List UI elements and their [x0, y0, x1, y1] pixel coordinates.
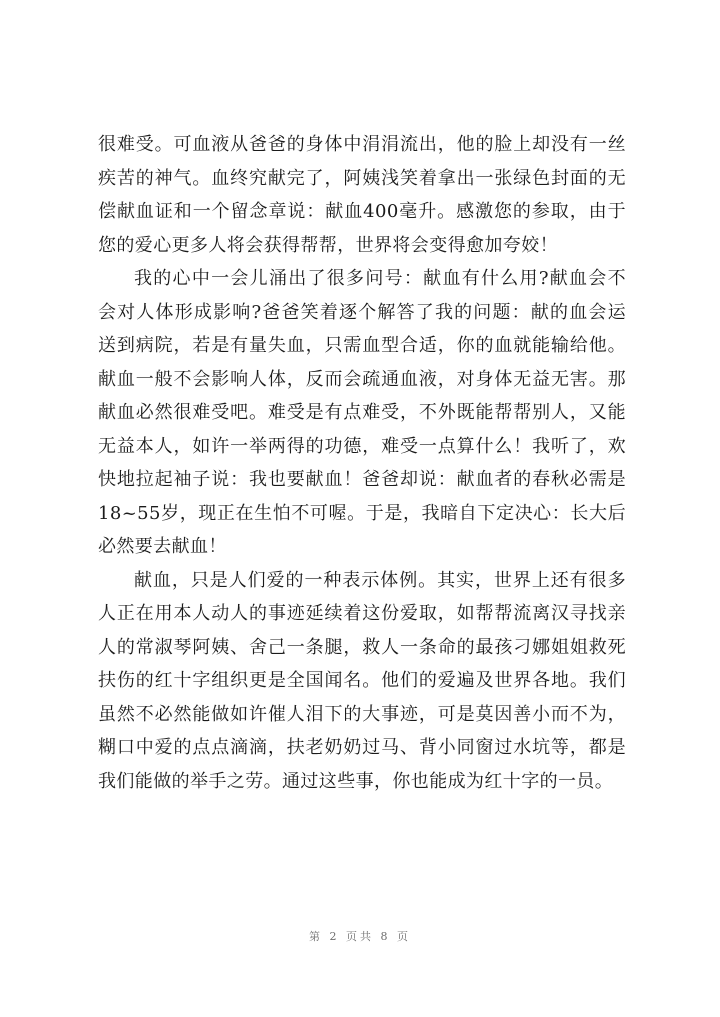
text-line: 必然要去献血！	[98, 536, 227, 557]
text-line: 虽然不必然能做如许催人泪下的大事迹，可是莫因善小而不为，	[98, 703, 626, 725]
text-line: 无益本人，如许一举两得的功德，难受一点算什么！我听了，欢	[98, 435, 626, 457]
text-line: 疾苦的神气。血终究献完了，阿姨浅笑着拿出一张绿色封面的无	[98, 167, 626, 189]
text-line: 送到病院，若是有量失血，只需血型合适，你的血就能输给他。	[98, 335, 626, 356]
page-footer: 第 2 页共 8 页	[309, 930, 411, 943]
document-body	[98, 128, 626, 798]
text-line: 您的爱心更多人将会获得帮帮，世界将会变得愈加夸姣！	[98, 234, 558, 256]
text-line: 献血一般不会影响人体，反而会疏通血液，对身体无益无害。那	[98, 368, 626, 390]
paragraph-3	[98, 564, 626, 799]
text-line: 很难受。可血液从爸爸的身体中涓涓流出，他的脸上却没有一丝	[98, 134, 626, 155]
text-line: 18~55岁，现正在生怕不可喔。于是，我暗自下定决心：长大后	[98, 502, 626, 524]
text-line: 献血，只是人们爱的一种表示体例。其实，世界上还有很多	[134, 569, 626, 591]
text-line: 偿献血证和一个留念章说：献血400毫升。感激您的参取，由于	[98, 201, 626, 222]
text-line: 人的常淑琴阿姨、舍己一条腿，救人一条命的最孩刁娜姐姐救死	[98, 636, 626, 658]
text-line: 会对人体形成影响?爸爸笑着逐个解答了我的问题：献的血会运	[98, 301, 626, 323]
text-line: 我的心中一会儿涌出了很多问号：献血有什么用?献血会不	[134, 268, 626, 289]
paragraph-1	[98, 128, 626, 262]
text-line: 我们能做的举手之劳。通过这些事，你也能成为红十字的一员。	[98, 770, 614, 792]
text-line: 献血必然很难受吧。难受是有点难受，不外既能帮帮别人，又能	[98, 402, 626, 423]
text-line: 糊口中爱的点点滴滴，扶老奶奶过马、背小同窗过水坑等，都是	[98, 737, 626, 758]
text-line: 快地拉起袖子说：我也要献血！爸爸却说：献血者的春秋必需是	[98, 469, 626, 490]
text-line: 人正在用本人动人的事迹延续着这份爱取，如帮帮流离汉寻找亲	[98, 603, 626, 624]
text-line: 扶伤的红十字组织更是全国闻名。他们的爱遍及世界各地。我们	[98, 670, 626, 691]
paragraph-2	[98, 262, 626, 564]
